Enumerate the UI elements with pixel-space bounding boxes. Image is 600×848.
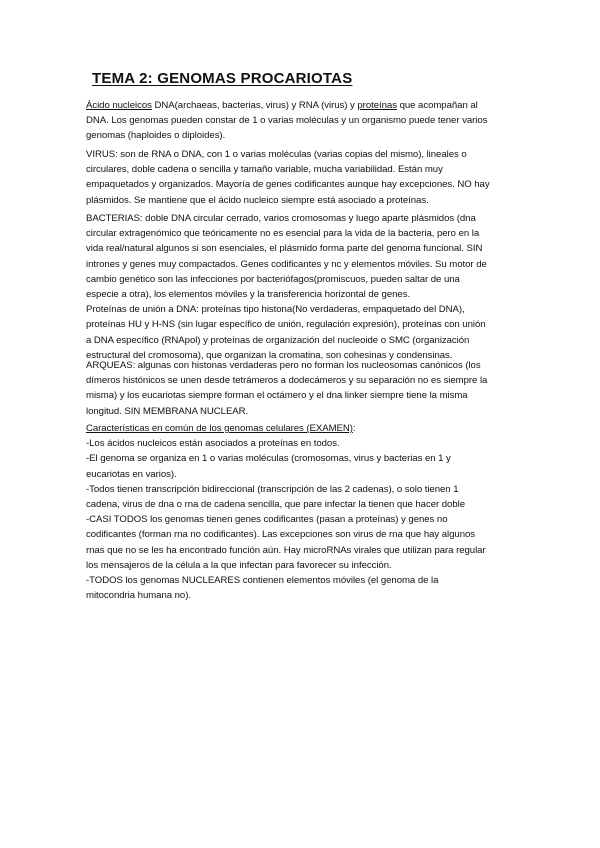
- caracteristicas-paragraph: [86, 421, 520, 603]
- arqueas-paragraph: [86, 358, 520, 419]
- caracteristicas-line: cadena, virus de dna o rna de cadena sencilla, que pare infectar la tienen que hacer doble: [86, 499, 465, 511]
- intro-line: DNA. Los genomas pueden constar de 1 o varias moléculas y un organismo puede tener varios: [86, 115, 488, 127]
- bacterias-line: circular extragenómico que teóricamente no es esencial para la vida de la bacteria, pero en la: [86, 228, 480, 240]
- term-acido-nucleicos: Ácido nucleicos: [86, 100, 152, 111]
- bacterias-line: vida real/natural algunos si son esenciales, el plásmido forma parte del genoma funcional. SIN: [86, 243, 483, 255]
- arqueas-line: dímeros histónicos se unen desde tetrámeros a dodecámeros y su separación no es siempre la: [86, 375, 488, 387]
- caracteristicas-heading-colon: :: [352, 423, 356, 434]
- caracteristicas-line: rnas que no se les ha encontrado función aún. Hay microRNAs virales que utilizan para regular: [86, 544, 486, 556]
- arqueas-line: misma) y los eucariotas siempre forman el octámero y el dna linker siempre tiene la misma: [86, 390, 468, 402]
- bacterias-line: estructural del cromosoma), que organizan la cromatina, son cohesinas y condensinas.: [86, 349, 453, 361]
- intro-text-1: DNA(archaeas, bacterias, virus) y RNA (virus) y: [151, 100, 358, 111]
- bacterias-line: intrones y genes muy compactados. Genes codificantes y nc y elementos móviles. Su motor de: [86, 258, 487, 270]
- caracteristicas-line: -Los ácidos nucleicos están asociados a proteínas en todos.: [86, 438, 340, 450]
- caracteristicas-line: -CASI TODOS los genomas tienen genes codificantes (pasan a proteínas) y genes no: [86, 514, 448, 526]
- virus-line: plásmidos. Se mantiene que el ácido nucleico siempre está asociado a proteínas.: [86, 194, 429, 206]
- intro-line: genomas (haploides o diploides).: [86, 130, 226, 142]
- bacterias-line: BACTERIAS: doble DNA circular cerrado, varios cromosomas y luego aparte plásmidos (dna: [86, 213, 476, 224]
- caracteristicas-line: -Todos tienen transcripción bidireccional (transcripción de las 2 cadenas), o solo tienen 1: [86, 483, 459, 495]
- page-title-text: TEMA 2: GENOMAS PROCARIOTAS: [92, 70, 353, 87]
- virus-line: circulares, doble cadena o sencilla y tamaño variable, mucha variabilidad. Están muy: [86, 164, 443, 176]
- caracteristicas-line: -TODOS los genomas NUCLEARES contienen elementos móviles (el genoma de la: [86, 575, 439, 587]
- page-title: [92, 70, 352, 87]
- caracteristicas-line: -El genoma se organiza en 1 o varias moléculas (cromosomas, virus y bacterias en 1 y: [86, 453, 451, 465]
- caracteristicas-line: los mensajeros de la célula a la que infectan para favorecer su infección.: [86, 559, 392, 571]
- virus-paragraph: [86, 147, 520, 208]
- bacterias-paragraph: [86, 211, 520, 363]
- bacterias-line: especie a otra), los elementos móviles y la transferencia horizontal de genes.: [86, 289, 411, 301]
- intro-text-2: que acompañan al: [396, 100, 478, 111]
- caracteristicas-heading: [86, 421, 520, 436]
- arqueas-line: longitud. SIN MEMBRANA NUCLEAR.: [86, 405, 249, 417]
- bacterias-line: proteínas HU y H-NS (sin lugar específico de unión, regulación expresión), proteínas con unión: [86, 319, 486, 331]
- virus-line: VIRUS: son de RNA o DNA, con 1 o varias moléculas (varias copias del mismo), lineales o: [86, 149, 467, 160]
- caracteristicas-line: codificantes (forman rna no codificantes). Las excepciones son virus de rna que hay algunos: [86, 529, 476, 541]
- arqueas-line: ARQUEAS: algunas con histonas verdaderas pero no forman los nucleosomas canónicos (los: [86, 360, 481, 371]
- caracteristicas-heading-text: Características en común de los genomas celulares (EXAMEN): [86, 423, 353, 434]
- virus-line: empaquetados y organizados. Mayoría de genes codificantes aunque hay excepciones. NO hay: [86, 179, 490, 191]
- caracteristicas-line: mitocondria humana no).: [86, 590, 191, 602]
- bacterias-line: a DNA específico (RNApol) y proteínas de organización del nucleoide o SMC (organización: [86, 334, 470, 346]
- term-proteinas: proteínas: [357, 100, 397, 111]
- bacterias-line: Proteínas de unión a DNA: proteínas tipo histona(No verdaderas, empaquetado del DNA),: [86, 304, 465, 316]
- caracteristicas-line: eucariotas en varios).: [86, 468, 177, 480]
- bacterias-line: cambio genético son las infecciones por bacteriófagos(promiscuos, pueden saltar de una: [86, 273, 460, 285]
- intro-first-line: [86, 98, 520, 113]
- intro-paragraph: [86, 98, 520, 144]
